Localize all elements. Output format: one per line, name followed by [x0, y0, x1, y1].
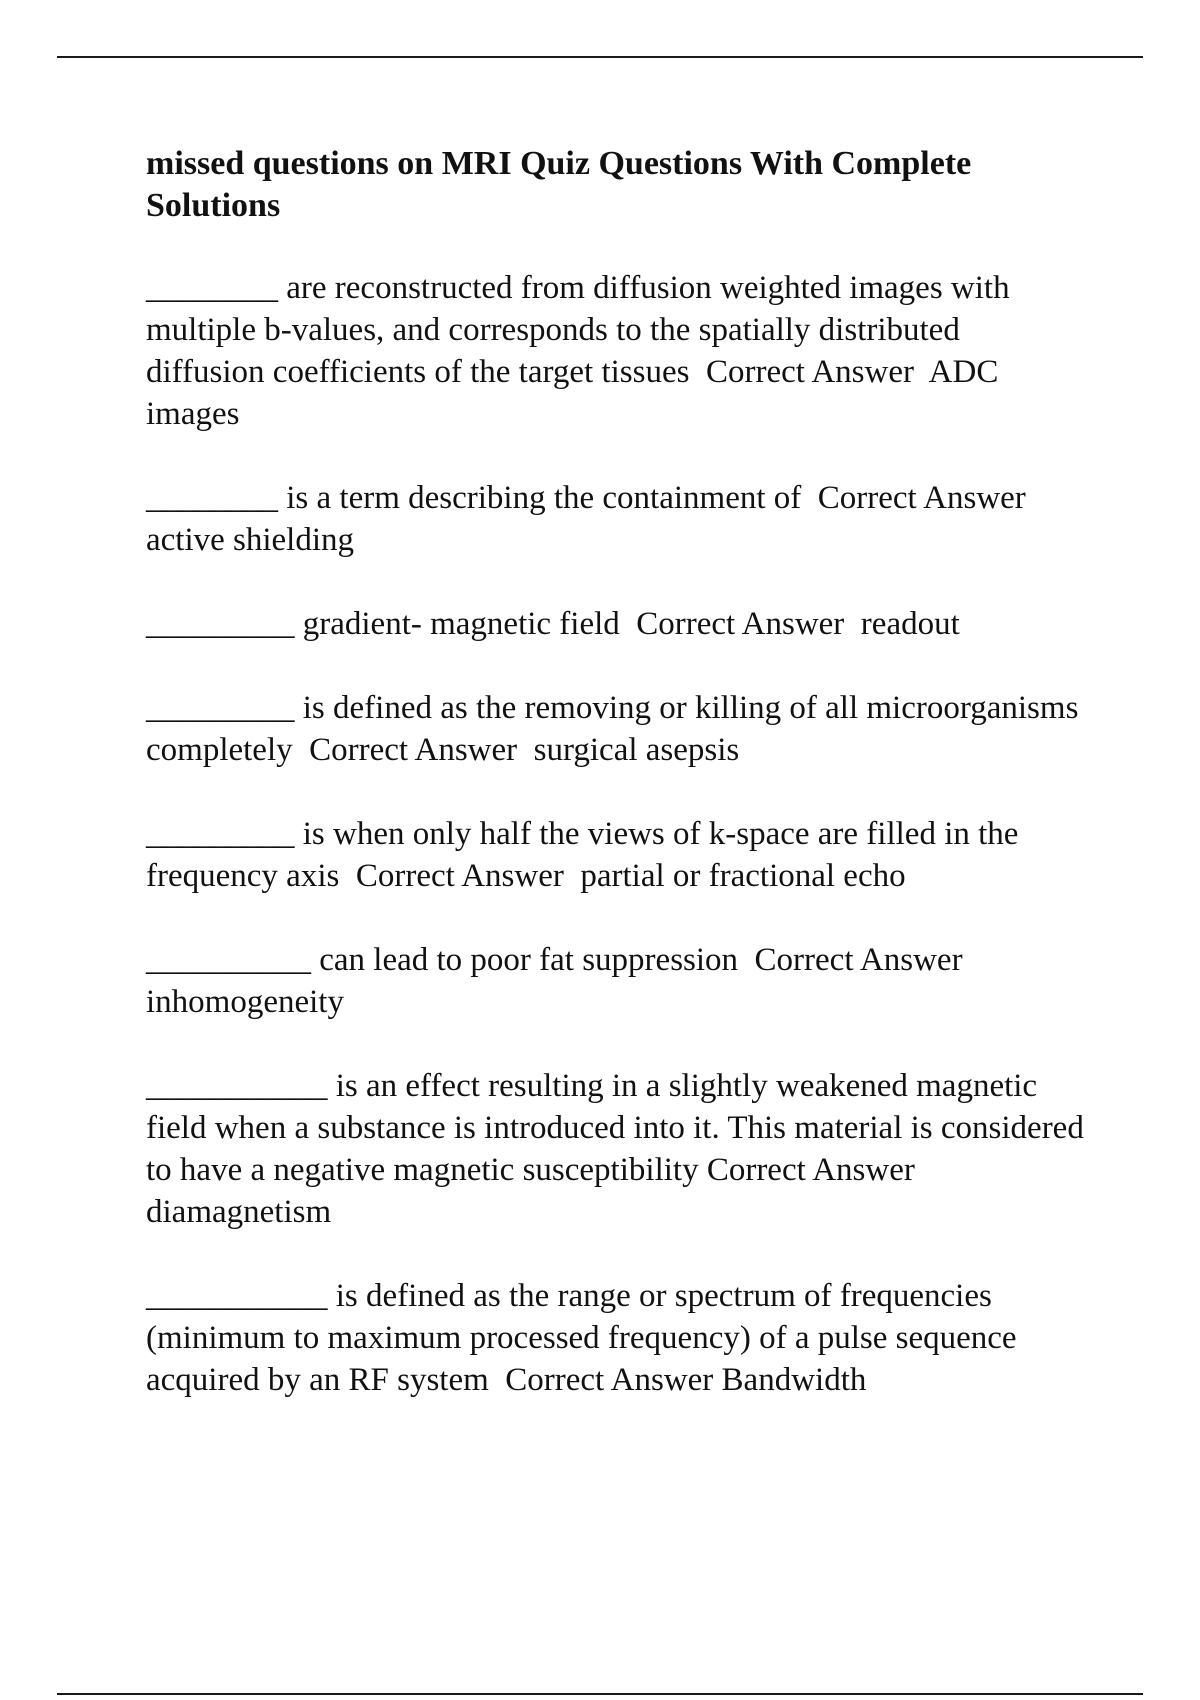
question-item: _________ is when only half the views of k-space are filled in the frequency axis Correct Answer partial or fractional echo: [146, 816, 1027, 894]
question-item: ___________ is defined as the range or spectrum of frequencies (minimum to maximum processed frequency) of a pulse sequence acquired by an RF system Correct Answer Bandwidth: [146, 1278, 1025, 1398]
question-item: ___________ is an effect resulting in a slightly weakened magnetic field when a substance is introduced into it. This material is considered to have a negative magnetic susceptibility Correct Answer diamagnetism: [146, 1068, 1093, 1230]
footer-rule: [57, 1693, 1143, 1695]
question-item: _________ is defined as the removing or killing of all microorganisms completely Correct Answer surgical asepsis: [146, 690, 1087, 768]
header-rule: [57, 56, 1143, 58]
question-item: ________ is a term describing the containment of Correct Answer active shielding: [146, 480, 1043, 558]
document-title: missed questions on MRI Quiz Questions With Complete Solutions: [146, 145, 972, 224]
document-body: [146, 143, 1093, 1443]
question-item: _________ gradient- magnetic field Correct Answer readout: [146, 606, 960, 642]
question-item: ________ are reconstructed from diffusion weighted images with multiple b-values, and corresponds to the spatially distributed diffusion coefficients of the target tissues Correct Answer ADC images: [146, 270, 1018, 432]
question-item: __________ can lead to poor fat suppression Correct Answer inhomogeneity: [146, 942, 971, 1020]
